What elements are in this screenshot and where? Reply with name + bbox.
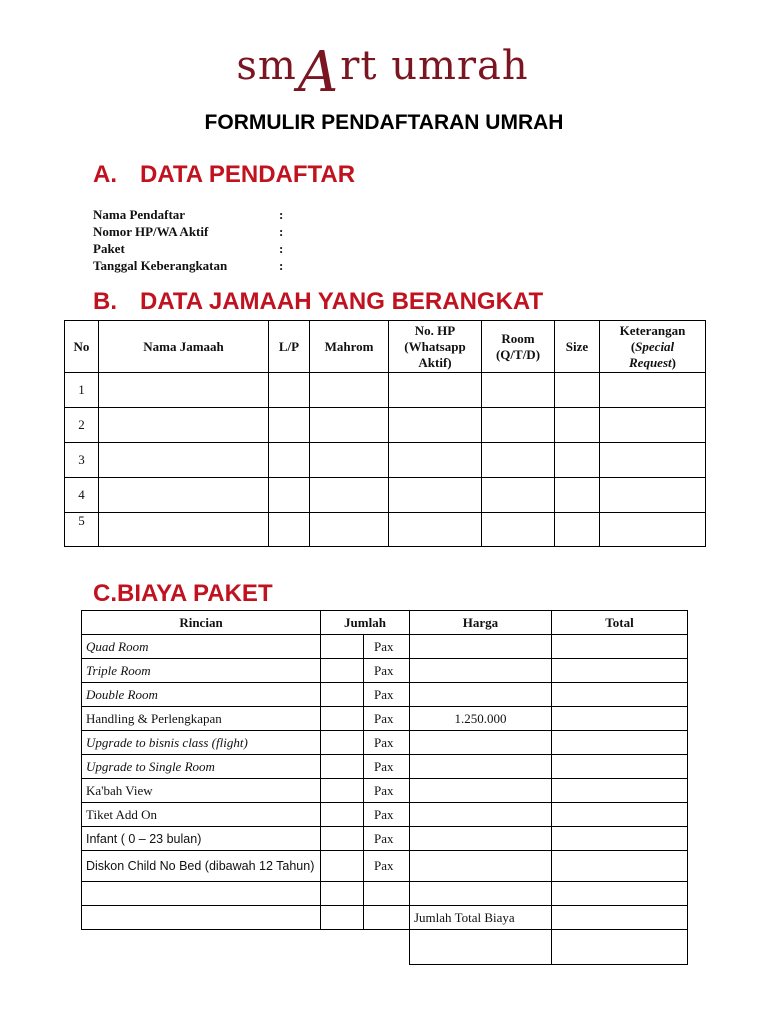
header-jumlah: Jumlah bbox=[321, 611, 410, 635]
spacer bbox=[82, 930, 410, 965]
rincian-cell[interactable] bbox=[82, 906, 321, 930]
total-cell[interactable] bbox=[552, 755, 688, 779]
harga-cell[interactable] bbox=[410, 731, 552, 755]
biaya-row bbox=[82, 635, 688, 659]
harga-cell[interactable] bbox=[410, 635, 552, 659]
cell-mahrom[interactable] bbox=[310, 373, 389, 408]
biaya-row-empty bbox=[82, 882, 688, 906]
cell-hp[interactable] bbox=[389, 408, 482, 443]
field-label: Paket bbox=[93, 241, 125, 256]
rincian-cell: Handling & Perlengkapan bbox=[82, 707, 321, 731]
rincian-cell: Diskon Child No Bed (dibawah 12 Tahun) bbox=[82, 851, 321, 882]
cell-hp[interactable] bbox=[389, 513, 482, 547]
biaya-row bbox=[82, 803, 688, 827]
biaya-row bbox=[82, 659, 688, 683]
header-no: No bbox=[65, 321, 99, 373]
unit-cell: Pax bbox=[364, 803, 410, 827]
jumlah-input-cell[interactable] bbox=[321, 882, 364, 906]
header-no-hp-line: (Whatsapp bbox=[404, 338, 466, 354]
section-title: DATA PENDAFTAR bbox=[140, 161, 356, 188]
field-separator: : bbox=[279, 207, 284, 222]
form-title: FORMULIR PENDAFTARAN UMRAH bbox=[204, 111, 564, 134]
jamaah-row bbox=[65, 373, 706, 408]
jumlah-input-cell[interactable] bbox=[321, 755, 364, 779]
cell-mahrom[interactable] bbox=[310, 513, 389, 547]
field-tanggal-keberangkatan[interactable] bbox=[93, 257, 283, 274]
field-label: Tanggal Keberangkatan bbox=[93, 258, 228, 273]
cell-mahrom[interactable] bbox=[310, 408, 389, 443]
unit-cell: Pax bbox=[364, 755, 410, 779]
cell-size[interactable] bbox=[555, 513, 600, 547]
field-separator: : bbox=[279, 224, 284, 239]
harga-cell[interactable] bbox=[410, 779, 552, 803]
biaya-row bbox=[82, 851, 688, 882]
logo-text-a: A bbox=[297, 39, 340, 105]
header-lp: L/P bbox=[269, 321, 310, 373]
harga-cell[interactable] bbox=[410, 755, 552, 779]
total-cell[interactable] bbox=[552, 779, 688, 803]
harga-cell[interactable]: 1.250.000 bbox=[410, 707, 552, 731]
harga-cell[interactable] bbox=[410, 803, 552, 827]
total-cell[interactable] bbox=[552, 882, 688, 906]
paren-close: ) bbox=[671, 354, 676, 370]
header-keterangan-line bbox=[602, 339, 703, 355]
biaya-row bbox=[82, 827, 688, 851]
biaya-header-row bbox=[82, 611, 688, 635]
rincian-cell: Infant ( 0 – 23 bulan) bbox=[82, 827, 321, 851]
biaya-row bbox=[82, 731, 688, 755]
cell-size[interactable] bbox=[555, 478, 600, 513]
unit-cell: Pax bbox=[364, 779, 410, 803]
rincian-cell: Ka'bah View bbox=[82, 779, 321, 803]
total-cell[interactable] bbox=[552, 803, 688, 827]
field-separator: : bbox=[279, 241, 284, 256]
header-keterangan-line bbox=[602, 355, 703, 371]
cell-size[interactable] bbox=[555, 408, 600, 443]
cell-hp[interactable] bbox=[389, 478, 482, 513]
header-room bbox=[482, 321, 555, 373]
jamaah-table bbox=[64, 320, 706, 547]
header-no-hp bbox=[389, 321, 482, 373]
request-text: Request bbox=[629, 354, 672, 370]
header-no-hp-line: Aktif) bbox=[418, 354, 452, 370]
field-label: Nama Pendaftar bbox=[93, 207, 186, 222]
biaya-row-empty bbox=[82, 906, 688, 930]
jumlah-input-cell[interactable] bbox=[321, 707, 364, 731]
unit-cell[interactable] bbox=[364, 882, 410, 906]
unit-cell: Pax bbox=[364, 659, 410, 683]
field-nomor-hp[interactable] bbox=[93, 223, 283, 240]
cell-size[interactable] bbox=[555, 443, 600, 478]
smart-umrah-logo bbox=[236, 32, 529, 105]
rincian-cell: Upgrade to Single Room bbox=[82, 755, 321, 779]
total-cell[interactable] bbox=[552, 731, 688, 755]
biaya-row bbox=[82, 755, 688, 779]
header-size: Size bbox=[555, 321, 600, 373]
header-no-hp-line: No. HP bbox=[414, 322, 456, 338]
field-separator: : bbox=[279, 258, 284, 273]
unit-cell: Pax bbox=[364, 827, 410, 851]
total-cell[interactable] bbox=[552, 707, 688, 731]
rincian-cell: Upgrade to bisnis class (flight) bbox=[82, 731, 321, 755]
unit-cell: Pax bbox=[364, 683, 410, 707]
biaya-row bbox=[82, 707, 688, 731]
grand-total-harga-cell[interactable] bbox=[410, 930, 552, 965]
section-heading-data-jamaah bbox=[93, 288, 543, 316]
row-number: 5 bbox=[65, 513, 99, 547]
row-number: 3 bbox=[65, 443, 99, 478]
harga-cell[interactable] bbox=[410, 659, 552, 683]
header-room-line: Room bbox=[501, 330, 535, 346]
cell-room[interactable] bbox=[482, 478, 555, 513]
header-keterangan bbox=[600, 321, 706, 373]
rincian-cell: Quad Room bbox=[82, 635, 321, 659]
header-rincian: Rincian bbox=[82, 611, 321, 635]
paren-open: ( bbox=[630, 338, 636, 354]
grand-total-cell[interactable] bbox=[552, 930, 688, 965]
jumlah-input-cell[interactable] bbox=[321, 779, 364, 803]
pendaftar-fields bbox=[93, 206, 283, 274]
unit-cell: Pax bbox=[364, 851, 410, 882]
special-text: Special bbox=[635, 338, 675, 354]
field-nama-pendaftar[interactable] bbox=[93, 206, 283, 223]
cell-lp[interactable] bbox=[269, 443, 310, 478]
header-harga: Harga bbox=[410, 611, 552, 635]
cell-room[interactable] bbox=[482, 513, 555, 547]
cell-lp[interactable] bbox=[269, 513, 310, 547]
cell-room[interactable] bbox=[482, 373, 555, 408]
section-letter: B. bbox=[93, 288, 117, 315]
unit-cell: Pax bbox=[364, 635, 410, 659]
cell-keterangan[interactable] bbox=[600, 443, 706, 478]
unit-cell: Pax bbox=[364, 731, 410, 755]
row-number: 4 bbox=[65, 478, 99, 513]
cell-nama[interactable] bbox=[99, 478, 269, 513]
section-heading-data-pendaftar bbox=[93, 161, 355, 189]
row-number: 2 bbox=[65, 408, 99, 443]
cell-keterangan[interactable] bbox=[600, 478, 706, 513]
jumlah-input-cell[interactable] bbox=[321, 906, 364, 930]
total-cell[interactable] bbox=[552, 659, 688, 683]
field-label: Nomor HP/WA Aktif bbox=[93, 224, 209, 239]
grand-total-row bbox=[82, 930, 688, 965]
harga-cell[interactable] bbox=[410, 683, 552, 707]
jamaah-header-row bbox=[65, 321, 706, 373]
jamaah-row bbox=[65, 443, 706, 478]
cell-nama[interactable] bbox=[99, 443, 269, 478]
header-nama-jamaah: Nama Jamaah bbox=[99, 321, 269, 373]
cell-mahrom[interactable] bbox=[310, 478, 389, 513]
harga-cell[interactable] bbox=[410, 882, 552, 906]
biaya-table bbox=[81, 610, 688, 965]
header-mahrom: Mahrom bbox=[310, 321, 389, 373]
jamaah-row bbox=[65, 478, 706, 513]
section-letter: C. bbox=[93, 580, 117, 607]
logo-text-post: rt umrah bbox=[340, 43, 529, 89]
field-paket[interactable] bbox=[93, 240, 283, 257]
jumlah-input-cell[interactable] bbox=[321, 827, 364, 851]
jumlah-input-cell[interactable] bbox=[321, 683, 364, 707]
cell-nama[interactable] bbox=[99, 373, 269, 408]
rincian-cell: Tiket Add On bbox=[82, 803, 321, 827]
cell-nama[interactable] bbox=[99, 513, 269, 547]
cell-lp[interactable] bbox=[269, 478, 310, 513]
jumlah-input-cell[interactable] bbox=[321, 659, 364, 683]
cell-lp[interactable] bbox=[269, 408, 310, 443]
section-title: DATA JAMAAH YANG BERANGKAT bbox=[140, 288, 544, 315]
cell-hp[interactable] bbox=[389, 373, 482, 408]
total-cell[interactable] bbox=[552, 851, 688, 882]
header-keterangan-line: Keterangan bbox=[619, 322, 686, 338]
cell-keterangan[interactable] bbox=[600, 513, 706, 547]
jamaah-row bbox=[65, 513, 706, 547]
jumlah-input-cell[interactable] bbox=[321, 803, 364, 827]
rincian-cell[interactable] bbox=[82, 882, 321, 906]
cell-room[interactable] bbox=[482, 443, 555, 478]
jumlah-input-cell[interactable] bbox=[321, 731, 364, 755]
jamaah-row bbox=[65, 408, 706, 443]
harga-cell[interactable] bbox=[410, 827, 552, 851]
logo-text-pre: sm bbox=[236, 43, 297, 89]
header-total: Total bbox=[552, 611, 688, 635]
total-cell[interactable] bbox=[552, 827, 688, 851]
unit-cell: Pax bbox=[364, 707, 410, 731]
section-heading-biaya-paket bbox=[93, 580, 273, 608]
cell-size[interactable] bbox=[555, 373, 600, 408]
section-letter: A. bbox=[93, 161, 117, 188]
cell-nama[interactable] bbox=[99, 408, 269, 443]
jumlah-input-cell[interactable] bbox=[321, 635, 364, 659]
total-cell[interactable] bbox=[552, 683, 688, 707]
cell-mahrom[interactable] bbox=[310, 443, 389, 478]
total-cell[interactable] bbox=[552, 635, 688, 659]
jumlah-total-label: Jumlah Total Biaya bbox=[410, 906, 552, 930]
harga-cell[interactable] bbox=[410, 851, 552, 882]
cell-room[interactable] bbox=[482, 408, 555, 443]
jumlah-input-cell[interactable] bbox=[321, 851, 364, 882]
unit-cell[interactable] bbox=[364, 906, 410, 930]
biaya-row bbox=[82, 779, 688, 803]
section-title: BIAYA PAKET bbox=[117, 580, 273, 607]
row-number: 1 bbox=[65, 373, 99, 408]
cell-hp[interactable] bbox=[389, 443, 482, 478]
rincian-cell: Double Room bbox=[82, 683, 321, 707]
biaya-row bbox=[82, 683, 688, 707]
cell-lp[interactable] bbox=[269, 373, 310, 408]
cell-keterangan[interactable] bbox=[600, 408, 706, 443]
cell-keterangan[interactable] bbox=[600, 373, 706, 408]
rincian-cell: Triple Room bbox=[82, 659, 321, 683]
total-cell[interactable] bbox=[552, 906, 688, 930]
header-room-line: (Q/T/D) bbox=[495, 346, 541, 362]
